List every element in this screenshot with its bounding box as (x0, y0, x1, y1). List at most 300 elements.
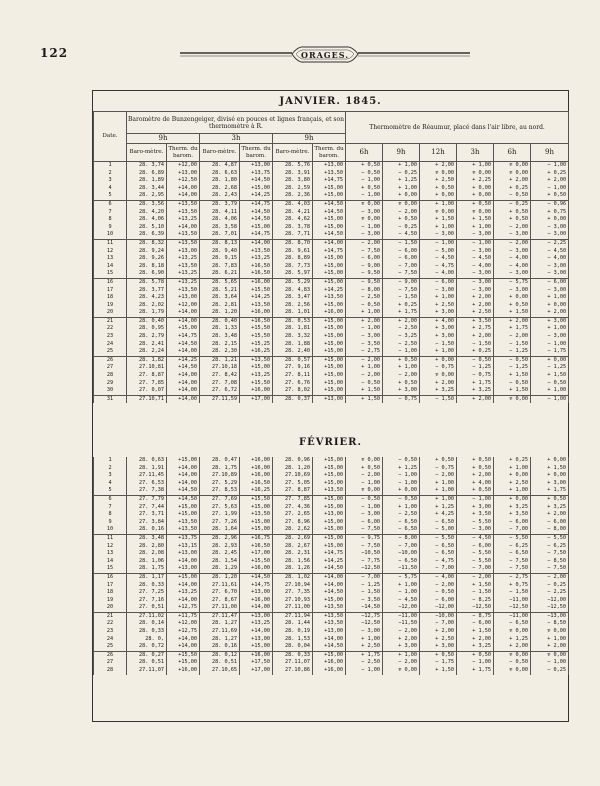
date-cell: 6 (94, 200, 127, 208)
value-cell: +13,50 (313, 487, 346, 495)
value-cell: + 0,25 (457, 348, 494, 356)
value-cell: 28. 8,70 (273, 239, 313, 247)
value-cell: + 1,50 (531, 372, 569, 380)
value-cell: 28. 6,39 (127, 231, 167, 239)
value-cell: +14,00 (240, 628, 273, 636)
value-cell: 28. 5,76 (273, 162, 313, 170)
value-cell: 27. 7,38 (127, 487, 167, 495)
value-cell: 28. 5,65 (200, 278, 240, 286)
value-cell: + 1,50 (531, 465, 569, 473)
date-cell: 16 (94, 573, 127, 581)
value-cell: + 1,00 (420, 200, 457, 208)
date-cell: 20 (94, 309, 127, 317)
value-cell: +13,00 (313, 511, 346, 519)
value-cell: − 2,00 (494, 239, 531, 247)
value-cell: − 2,00 (494, 224, 531, 232)
value-cell: − 6,50 (420, 519, 457, 527)
value-cell: +15,25 (240, 341, 273, 349)
value-cell: + 1,00 (420, 224, 457, 232)
value-cell: 27. 0,07 (127, 387, 167, 395)
value-cell: + 1,00 (420, 348, 457, 356)
value-cell: − 0,75 (420, 465, 457, 473)
baro-hour-3: 9h (273, 134, 346, 144)
value-cell: +14,75 (313, 177, 346, 185)
value-cell: + 1,00 (494, 465, 531, 473)
value-cell: 28. 1,26 (273, 565, 313, 573)
value-cell: − 7,50 (531, 550, 569, 558)
value-cell: 28. 1,01 (273, 309, 313, 317)
value-cell: − 5,50 (457, 558, 494, 566)
value-cell: + 3,25 (531, 504, 569, 512)
value-cell: +15,00 (313, 333, 346, 341)
value-cell: 28. 2,95 (127, 192, 167, 200)
value-cell: +14,50 (313, 231, 346, 239)
value-cell: − 7,00 (383, 543, 420, 551)
value-cell: − 1,50 (457, 589, 494, 597)
value-cell: + 2,00 (420, 162, 457, 170)
value-cell: + 1,00 (420, 495, 457, 503)
value-cell: +13,25 (167, 255, 200, 263)
value-cell: +17,00 (240, 395, 273, 403)
table-row (94, 589, 569, 597)
value-cell: − 1,00 (420, 239, 457, 247)
value-cell: + 2,50 (420, 302, 457, 310)
value-cell: + 2,00 (457, 333, 494, 341)
value-cell: + 1,00 (531, 294, 569, 302)
value-cell: +15,00 (313, 278, 346, 286)
value-cell: 28. 2,08 (127, 550, 167, 558)
value-cell: + 1,75 (531, 487, 569, 495)
value-cell: 28. 3,56 (127, 200, 167, 208)
value-cell: − 6,00 (383, 255, 420, 263)
value-cell: ∓ 0,00 (383, 200, 420, 208)
value-cell: + 0,50 (346, 465, 383, 473)
value-cell: − 6,25 (494, 543, 531, 551)
value-cell: −10,50 (346, 550, 383, 558)
value-cell: + 2,25 (457, 177, 494, 185)
value-cell: − 8,25 (457, 597, 494, 605)
value-cell: + 1,75 (494, 325, 531, 333)
value-cell: 28. 2,02 (127, 302, 167, 310)
table-row (94, 643, 569, 651)
value-cell: + 0,50 (420, 457, 457, 465)
date-cell: 9 (94, 519, 127, 527)
value-cell: + 0,00 (494, 472, 531, 480)
table-row (94, 364, 569, 372)
value-cell: + 1,50 (420, 667, 457, 675)
value-cell: +14,50 (240, 573, 273, 581)
value-cell: − 9,00 (346, 263, 383, 271)
value-cell: ∓ 0,00 (346, 457, 383, 465)
table-row (94, 457, 569, 465)
value-cell: +14,50 (167, 364, 200, 372)
value-cell: + 2,00 (420, 380, 457, 388)
value-cell: +13,25 (167, 216, 200, 224)
value-cell: +13,50 (240, 302, 273, 310)
value-cell: 28. 4,87 (200, 162, 240, 170)
value-cell: +15,00 (313, 472, 346, 480)
value-cell: + 0,75 (494, 582, 531, 590)
value-cell: + 0,50 (420, 185, 457, 193)
value-cell: − 2,25 (531, 589, 569, 597)
value-cell: +13,50 (240, 511, 273, 519)
value-cell: − 4,00 (531, 255, 569, 263)
value-cell: − 3,00 (346, 231, 383, 239)
value-cell: − 5,50 (420, 534, 457, 542)
value-cell: −14,50 (346, 604, 383, 612)
value-cell: − 7,50 (383, 270, 420, 278)
value-cell: + 3,00 (420, 309, 457, 317)
value-cell: 27. 3,71 (127, 511, 167, 519)
value-cell: − 2,25 (531, 239, 569, 247)
value-cell: +14,50 (167, 341, 200, 349)
value-cell: + 1,00 (420, 294, 457, 302)
value-cell: +14,00 (313, 582, 346, 590)
value-cell: − 2,00 (420, 472, 457, 480)
value-cell: 28. 3,58 (200, 224, 240, 232)
value-cell: − 7,50 (346, 248, 383, 256)
value-cell: − 7,00 (420, 620, 457, 628)
value-cell: +15,00 (313, 270, 346, 278)
value-cell: ∓ 0,00 (346, 200, 383, 208)
value-cell: 27.11,07 (273, 659, 313, 667)
value-cell: 28. 1,20 (273, 465, 313, 473)
value-cell: 28. 2,59 (273, 185, 313, 193)
value-cell: − 2,75 (346, 348, 383, 356)
table-row (94, 504, 569, 512)
value-cell: +15,00 (313, 263, 346, 271)
value-cell: +13,25 (240, 620, 273, 628)
table-row (94, 651, 569, 659)
value-cell: − 8,50 (531, 558, 569, 566)
value-cell: + 3,50 (457, 317, 494, 325)
date-cell: 10 (94, 526, 127, 534)
value-cell: +16,00 (313, 309, 346, 317)
value-cell: +15,00 (167, 659, 200, 667)
value-cell: 28. 3,64 (200, 294, 240, 302)
table-row (94, 356, 569, 364)
value-cell: + 0,00 (383, 487, 420, 495)
value-cell: + 1,00 (383, 162, 420, 170)
value-cell: 28. 2,43 (200, 192, 240, 200)
value-cell: 28. 9,15 (200, 255, 240, 263)
date-cell: 17 (94, 287, 127, 295)
date-cell: 5 (94, 487, 127, 495)
value-cell: − 6,50 (494, 550, 531, 558)
value-cell: 28. 3,32 (273, 333, 313, 341)
table-row (94, 543, 569, 551)
value-cell: 28. 0,47 (200, 457, 240, 465)
value-cell: 28. 2,80 (127, 543, 167, 551)
date-cell: 14 (94, 263, 127, 271)
value-cell: 28. 2,93 (200, 543, 240, 551)
value-cell: 27.10,81 (127, 364, 167, 372)
value-cell: −12,50 (494, 604, 531, 612)
value-cell: − 7,00 (494, 526, 531, 534)
value-cell: 27. 6,72 (200, 387, 240, 395)
value-cell: − 6,00 (531, 278, 569, 286)
value-cell: 28. 2,45 (200, 550, 240, 558)
table-row (94, 550, 569, 558)
value-cell: +14,00 (167, 395, 200, 403)
value-cell: +14,00 (313, 636, 346, 644)
thermo-hour-3: 12h (420, 144, 457, 162)
value-cell: +13,50 (167, 209, 200, 217)
value-cell: + 1,50 (346, 395, 383, 403)
value-cell: + 3,25 (457, 643, 494, 651)
value-cell: +14,50 (240, 216, 273, 224)
value-cell: − 1,25 (494, 348, 531, 356)
value-cell: + 2,00 (457, 472, 494, 480)
value-cell: +13,00 (313, 162, 346, 170)
value-cell: 28. 1,27 (200, 620, 240, 628)
value-cell: + 1,00 (420, 487, 457, 495)
value-cell: 28. 1,88 (273, 341, 313, 349)
value-cell: − 3,00 (457, 248, 494, 256)
table-row (94, 239, 569, 247)
value-cell: + 2,00 (457, 395, 494, 403)
value-cell: − 7,50 (383, 287, 420, 295)
value-cell: +15,00 (313, 302, 346, 310)
value-cell: +15,00 (313, 480, 346, 488)
value-cell: +16,00 (240, 565, 273, 573)
value-cell: − 7,00 (346, 573, 383, 581)
value-cell: − 1,75 (531, 348, 569, 356)
value-cell: + 1,75 (346, 651, 383, 659)
january-table (93, 111, 569, 403)
table-row (94, 278, 569, 286)
value-cell: − 1,50 (494, 589, 531, 597)
value-cell: 27.10,65 (200, 667, 240, 675)
value-cell: 28. 1,21 (200, 356, 240, 364)
date-cell: 17 (94, 582, 127, 590)
value-cell: − 4,00 (494, 255, 531, 263)
value-cell: + 0,50 (457, 457, 494, 465)
value-cell: 28. 0,96 (273, 457, 313, 465)
value-cell: − 1,25 (346, 582, 383, 590)
value-cell: − 6,00 (494, 519, 531, 527)
table-row (94, 380, 569, 388)
value-cell: +14,00 (167, 558, 200, 566)
value-cell: + 1,25 (494, 636, 531, 644)
table-row (94, 659, 569, 667)
value-cell: − 1,00 (383, 472, 420, 480)
value-cell: 28. 2,30 (200, 348, 240, 356)
value-cell: − 3,00 (457, 278, 494, 286)
value-cell: −11,50 (383, 565, 420, 573)
table-row (94, 636, 569, 644)
value-cell: + 3,00 (420, 325, 457, 333)
value-cell: +15,00 (313, 526, 346, 534)
date-cell: 4 (94, 185, 127, 193)
value-cell: +14,25 (313, 287, 346, 295)
value-cell: 28. 0,27 (127, 651, 167, 659)
value-cell: + 0,50 (383, 356, 420, 364)
value-cell: + 1,50 (494, 309, 531, 317)
value-cell: − 2,00 (494, 333, 531, 341)
value-cell: 27. 8,02 (273, 387, 313, 395)
date-cell: 18 (94, 294, 127, 302)
value-cell: +14,50 (313, 565, 346, 573)
value-cell: + 0,50 (531, 495, 569, 503)
value-cell: +13,50 (313, 170, 346, 178)
value-cell: − 2,75 (494, 573, 531, 581)
value-cell: 27. 6,53 (127, 480, 167, 488)
value-cell: 28. 0,72 (127, 643, 167, 651)
value-cell: 27. 5,63 (200, 504, 240, 512)
value-cell: −12,00 (383, 604, 420, 612)
value-cell: +13,00 (313, 628, 346, 636)
date-cell: 28 (94, 667, 127, 675)
value-cell: + 0,00 (457, 192, 494, 200)
value-cell: +13,00 (167, 170, 200, 178)
value-cell: +14,00 (167, 372, 200, 380)
value-cell: +15,00 (313, 192, 346, 200)
table-row (94, 170, 569, 178)
value-cell: +16,00 (313, 659, 346, 667)
value-cell: −10,00 (383, 550, 420, 558)
value-cell: +13,00 (240, 589, 273, 597)
value-cell: +13,15 (167, 543, 200, 551)
value-cell: + 1,00 (383, 504, 420, 512)
value-cell: − 6,50 (383, 519, 420, 527)
value-cell: + 3,00 (383, 387, 420, 395)
value-cell: + 0,50 (346, 185, 383, 193)
value-cell: − 3,00 (346, 333, 383, 341)
value-cell: 28. 1,75 (200, 465, 240, 473)
value-cell: +14,00 (240, 604, 273, 612)
value-cell: − 1,00 (346, 480, 383, 488)
value-cell: − 7,50 (494, 558, 531, 566)
date-header: Date. (94, 112, 127, 162)
value-cell: 28. 0, (127, 636, 167, 644)
date-cell: 2 (94, 170, 127, 178)
value-cell: − 3,00 (531, 270, 569, 278)
date-cell: 1 (94, 457, 127, 465)
value-cell: + 2,00 (457, 302, 494, 310)
value-cell: −12,00 (531, 597, 569, 605)
value-cell: − 5,50 (531, 534, 569, 542)
section-title: ORAGES. (300, 50, 350, 60)
value-cell: +14,50 (240, 209, 273, 217)
thermo-hour-6: 9h (531, 144, 569, 162)
date-cell: 29 (94, 380, 127, 388)
value-cell: +16,00 (240, 597, 273, 605)
value-cell: − 4,75 (420, 263, 457, 271)
value-cell: − 4,50 (457, 534, 494, 542)
value-cell: 28. 1,75 (127, 565, 167, 573)
value-cell: 27. 6,76 (273, 380, 313, 388)
value-cell: − 0,50 (346, 302, 383, 310)
value-cell: +16,00 (167, 667, 200, 675)
value-cell: + 1,00 (531, 636, 569, 644)
value-cell: 27.10,94 (273, 582, 313, 590)
value-cell: + 2,00 (383, 636, 420, 644)
value-cell: 28. 0,37 (273, 395, 313, 403)
value-cell: − 8,00 (383, 534, 420, 542)
value-cell: − 4,00 (494, 263, 531, 271)
value-cell: ∓ 0,00 (494, 667, 531, 675)
value-cell: +15,00 (313, 457, 346, 465)
value-cell: − 1,00 (383, 589, 420, 597)
table-row (94, 255, 569, 263)
value-cell: 27. 9,16 (273, 364, 313, 372)
value-cell: +13,50 (240, 356, 273, 364)
value-cell: 28. 1,17 (127, 573, 167, 581)
value-cell: − 6,50 (420, 543, 457, 551)
value-cell: − 5,00 (420, 248, 457, 256)
value-cell: +15,00 (313, 325, 346, 333)
value-cell: + 0,00 (531, 302, 569, 310)
value-cell: + 1,25 (383, 177, 420, 185)
date-cell: 27 (94, 659, 127, 667)
table-row (94, 270, 569, 278)
value-cell: 27. 5,05 (273, 480, 313, 488)
value-cell: 28. 0,19 (273, 628, 313, 636)
value-cell: +14,00 (167, 472, 200, 480)
value-cell: + 0,00 (457, 185, 494, 193)
table-row (94, 224, 569, 232)
value-cell: +13,50 (167, 526, 200, 534)
value-cell: +13,00 (313, 395, 346, 403)
date-cell: 7 (94, 209, 127, 217)
value-cell: ∓ 0,00 (346, 487, 383, 495)
value-cell: +13,50 (313, 604, 346, 612)
value-cell: − 4,00 (420, 270, 457, 278)
value-cell: + 2,00 (346, 317, 383, 325)
date-cell: 22 (94, 620, 127, 628)
value-cell: − 1,00 (457, 659, 494, 667)
value-cell: 28. 3,48 (127, 534, 167, 542)
value-cell: 27. 7,25 (127, 589, 167, 597)
thermometer-header: Thermomètre de Réaumur, placé dans l'air libre, au nord. (346, 112, 569, 144)
value-cell: − 2,00 (457, 573, 494, 581)
value-cell: − 1,75 (420, 659, 457, 667)
date-cell: 1 (94, 162, 127, 170)
value-cell: + 1,00 (494, 487, 531, 495)
baro-sub-2b: Therm. du barom. (240, 144, 273, 162)
baro-sub-3b: Therm. du barom. (313, 144, 346, 162)
value-cell: + 2,00 (531, 177, 569, 185)
date-cell: 30 (94, 387, 127, 395)
value-cell: +15,50 (240, 325, 273, 333)
value-cell: +13,50 (313, 612, 346, 620)
value-cell: ∓ 0,00 (531, 628, 569, 636)
value-cell: 28. 1,53 (273, 636, 313, 644)
value-cell: + 1,00 (383, 582, 420, 590)
value-cell: + 0,50 (531, 192, 569, 200)
value-cell: +14,75 (167, 333, 200, 341)
value-cell: 28. 4,21 (273, 209, 313, 217)
value-cell: 27. 7,79 (127, 495, 167, 503)
value-cell: −12,50 (346, 620, 383, 628)
value-cell: +15,00 (313, 597, 346, 605)
date-cell: 8 (94, 216, 127, 224)
value-cell: − 0,75 (457, 372, 494, 380)
value-cell: − 3,00 (457, 526, 494, 534)
value-cell: +14,25 (240, 192, 273, 200)
value-cell: 28. 0,63 (127, 457, 167, 465)
value-cell: +15,00 (313, 224, 346, 232)
value-cell: +15,50 (240, 287, 273, 295)
value-cell: +14,00 (167, 192, 200, 200)
value-cell: 28. 2,96 (200, 534, 240, 542)
date-cell: 15 (94, 270, 127, 278)
value-cell: +14,00 (240, 239, 273, 247)
value-cell: − 5,50 (457, 550, 494, 558)
value-cell: +16,00 (313, 667, 346, 675)
value-cell: − 1,25 (494, 364, 531, 372)
